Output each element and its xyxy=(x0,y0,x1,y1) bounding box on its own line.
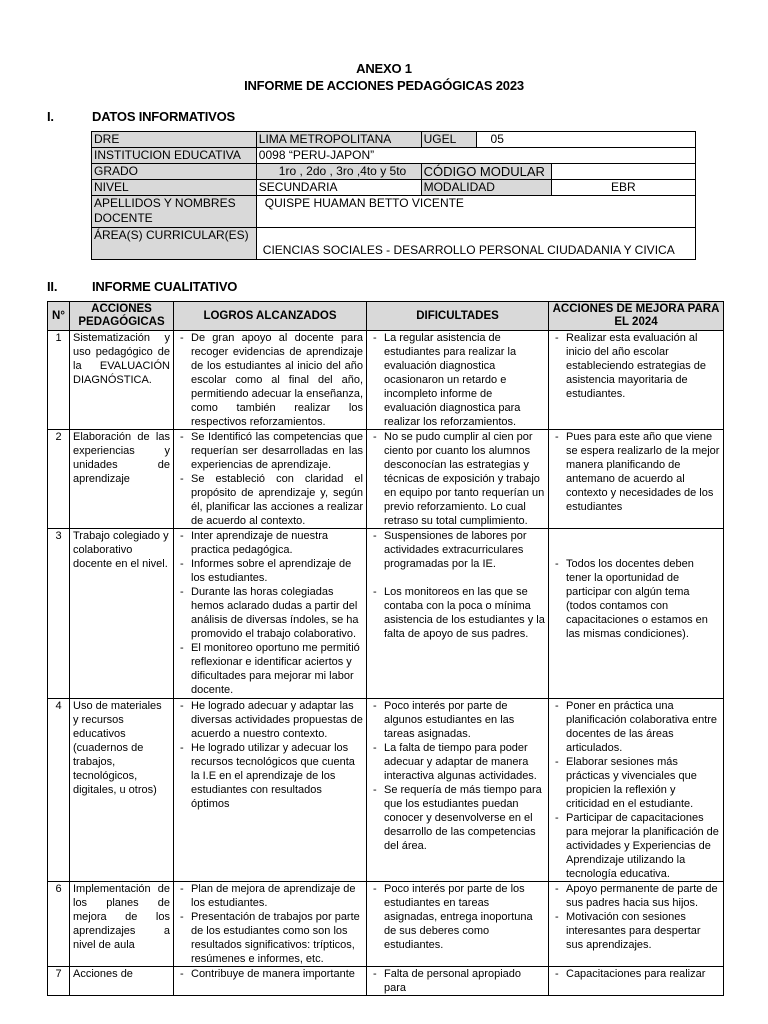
grado-value xyxy=(256,164,421,180)
header-logros: LOGROS ALCANZADOS xyxy=(174,302,367,331)
logros-list xyxy=(177,430,363,528)
dificultades-list xyxy=(370,529,545,641)
logros-cell xyxy=(174,699,367,882)
table-row xyxy=(48,967,724,996)
header-acciones: ACCIONES PEDAGÓGICAS xyxy=(70,302,174,331)
ie-value: 0098 “PERU-JAPON” xyxy=(256,148,695,164)
modalidad-cell xyxy=(421,180,695,196)
ugel-value-text: 05 xyxy=(490,132,504,146)
dificultades-cell xyxy=(367,529,549,699)
mejora-cell xyxy=(549,699,724,882)
list-item: - Poco interés por parte de algunos estudiantes en las tareas asignadas. xyxy=(370,699,545,741)
dre-label: DRE xyxy=(92,132,257,148)
logros-list xyxy=(177,699,363,811)
nivel-label: NIVEL xyxy=(92,180,257,196)
mejora-list xyxy=(552,557,720,641)
docente-value: QUISPE HUAMAN BETTO VICENTE xyxy=(256,196,695,228)
table-row xyxy=(48,882,724,967)
table-row xyxy=(48,430,724,529)
header-mejora: ACCIONES DE MEJORA PARA EL 2024 xyxy=(549,302,724,331)
list-item: - Presentación de trabajos por parte de los estudiantes como son los resultados significativos: trípticos, resúmenes e informes, etc. xyxy=(177,910,363,966)
list-item: - Participar de capacitaciones para mejorar la planificación de actividades y Experiencias de Aprendizaje utilizando la tecnología educativa. xyxy=(552,811,720,881)
dificultades-cell xyxy=(367,331,549,430)
report-title: INFORME DE ACCIONES PEDAGÓGICAS 2023 xyxy=(244,78,524,93)
ugel-label: UGEL xyxy=(421,132,476,148)
dificultades-list xyxy=(370,331,545,429)
dificultades-list xyxy=(370,967,545,995)
list-item: - He logrado utilizar y adecuar los recursos tecnológicos que cuenta la I.E en el aprendizaje de los estudiantes con resultados óptimos xyxy=(177,741,363,811)
row-number: 1 xyxy=(48,331,70,430)
list-item: - La falta de tiempo para poder adecuar y adaptar de manera interactiva algunas actividades. xyxy=(370,741,545,783)
dificultades-cell xyxy=(367,882,549,967)
logros-list xyxy=(177,331,363,429)
accion-pedagogica: Sistematización y uso pedagógico de la EVALUACIÓN DIAGNÓSTICA. xyxy=(70,331,174,430)
list-item: - No se pudo cumplir al cien por ciento por cuanto los alumnos desconocían las estrategias y técnicas de exposición y trabajo en equipo por tanto requerían un previo reforzamiento. Lo cual retraso su total cumplimiento. xyxy=(370,430,545,528)
datos-informativos-table xyxy=(91,131,696,260)
row-number: 4 xyxy=(48,699,70,882)
ugel-value xyxy=(476,132,695,148)
logros-cell xyxy=(174,430,367,529)
list-item: - Todos los docentes deben tener la oportunidad de participar con algún tema (todos contamos con capacitaciones o estamos en las mismas condiciones). xyxy=(552,557,720,641)
section-number: I. xyxy=(47,109,54,124)
mejora-list xyxy=(552,430,720,514)
accion-pedagogica: Uso de materiales y recursos educativos (cuadernos de trabajos, tecnológicos, digitales, u otros) xyxy=(70,699,174,882)
docente-label: APELLIDOS Y NOMBRES DOCENTE xyxy=(92,196,257,228)
section-title: DATOS INFORMATIVOS xyxy=(92,109,236,124)
codigo-cell xyxy=(421,164,695,180)
list-item: - Informes sobre el aprendizaje de los estudiantes. xyxy=(177,557,363,585)
list-item: - Pues para este año que viene se espera realizarlo de la mejor manera planificando de antemano de acuerdo al contexto y necesidades de los estudiantes xyxy=(552,430,720,514)
list-item: - Contribuye de manera importante xyxy=(177,967,363,981)
list-item: - Durante las horas colegiadas hemos aclarado dudas a partir del análisis de diversas índoles, se ha promovido el trabajo colaborativo. xyxy=(177,585,363,641)
anexo-title: ANEXO 1 xyxy=(356,61,412,76)
list-item: - Falta de personal apropiado para xyxy=(370,967,545,995)
list-item: - Los monitoreos en las que se contaba con la poca o mínima asistencia de los estudiantes y la falta de apoyo de sus padres. xyxy=(370,585,545,641)
section-number: II. xyxy=(47,279,58,294)
dificultades-list xyxy=(370,430,545,528)
table-row xyxy=(48,529,724,699)
logros-list xyxy=(177,529,363,697)
list-item: - Motivación con sesiones interesantes para despertar sus aprendizajes. xyxy=(552,910,720,952)
mejora-list xyxy=(552,882,720,952)
dificultades-cell xyxy=(367,699,549,882)
row-number: 7 xyxy=(48,967,70,996)
list-item: - Se estableció con claridad el propósito de aprendizaje y, según él, planificar las acciones a realizar de acuerdo al contexto. xyxy=(177,472,363,528)
mejora-cell xyxy=(549,967,724,996)
accion-pedagogica: Implementación de los planes de mejora de los aprendizajes a nivel de aula xyxy=(70,882,174,967)
header-numero: N° xyxy=(48,302,70,331)
nivel-value: SECUNDARIA xyxy=(256,180,421,196)
modalidad-label: MODALIDAD xyxy=(422,180,552,195)
table-header-row xyxy=(48,302,724,331)
logros-list xyxy=(177,967,363,981)
logros-cell xyxy=(174,967,367,996)
mejora-cell xyxy=(549,331,724,430)
list-item: - Poco interés por parte de los estudiantes en tareas asignadas, entrega inoportuna de sus deberes como estudiantes. xyxy=(370,882,545,952)
section-informe-cualitativo xyxy=(47,279,347,295)
table-row xyxy=(48,331,724,430)
list-item: - Plan de mejora de aprendizaje de los estudiantes. xyxy=(177,882,363,910)
table-row xyxy=(48,699,724,882)
area-label: ÁREA(S) CURRICULAR(ES) xyxy=(92,228,257,260)
list-item: - Inter aprendizaje de nuestra practica pedagógica. xyxy=(177,529,363,557)
header-dificultades: DIFICULTADES xyxy=(367,302,549,331)
grado-label: GRADO xyxy=(92,164,257,180)
modalidad-subtable xyxy=(422,180,695,195)
ie-label: INSTITUCION EDUCATIVA xyxy=(92,148,257,164)
list-item: - Se Identificó las competencias que requerían ser desarrolladas en las experiencias de aprendizaje. xyxy=(177,430,363,472)
logros-list xyxy=(177,882,363,966)
mejora-list xyxy=(552,331,720,401)
codigo-value xyxy=(551,164,695,179)
logros-cell xyxy=(174,529,367,699)
list-item: - Realizar esta evaluación al inicio del año escolar estableciendo estrategias de asistencia mayoritaria de estudiantes. xyxy=(552,331,720,401)
mejora-list xyxy=(552,699,720,881)
dre-value: LIMA METROPOLITANA xyxy=(256,132,421,148)
informe-cualitativo-table xyxy=(47,301,724,996)
mejora-cell xyxy=(549,430,724,529)
list-item: - He logrado adecuar y adaptar las diversas actividades propuestas de acuerdo a nuestro contexto. xyxy=(177,699,363,741)
codigo-label: CÓDIGO MODULAR xyxy=(422,164,552,179)
mejora-cell xyxy=(549,529,724,699)
accion-pedagogica: Acciones de xyxy=(70,967,174,996)
logros-cell xyxy=(174,882,367,967)
list-item: - De gran apoyo al docente para recoger evidencias de aprendizaje de los estudiantes al inicio del año escolar como al final del año, permitiendo adecuar la enseñanza, como también realizar los respectivos reforzamientos. xyxy=(177,331,363,429)
list-item: - Suspensiones de labores por actividades extracurriculares programadas por la IE. xyxy=(370,529,545,571)
dificultades-cell xyxy=(367,967,549,996)
section-title: INFORME CUALITATIVO xyxy=(92,279,238,294)
section-datos-informativos xyxy=(47,109,347,125)
modalidad-value: EBR xyxy=(610,180,636,194)
list-item: - La regular asistencia de estudiantes para realizar la evaluación diagnostica ocasionaron un retardo e incompleto informe de evaluación diagnostica para realizar los reforzamientos. xyxy=(370,331,545,429)
mejora-cell xyxy=(549,882,724,967)
mejora-list xyxy=(552,967,720,981)
row-number: 2 xyxy=(48,430,70,529)
logros-cell xyxy=(174,331,367,430)
list-item: - Se requería de más tiempo para que los estudiantes puedan conocer y desenvolverse en el desarrollo de las competencias del área. xyxy=(370,783,545,853)
list-item: - Elaborar sesiones más prácticas y vivenciales que propicien la reflexión y criticidad en el estudiante. xyxy=(552,755,720,811)
accion-pedagogica: Elaboración de las experiencias y unidades de aprendizaje xyxy=(70,430,174,529)
grado-value-text: 1ro , 2do , 3ro ,4to y 5to xyxy=(278,164,407,178)
codigo-subtable xyxy=(422,164,695,179)
list-item: - El monitoreo oportuno me permitió reflexionar e identificar aciertos y dificultades para mejorar mi labor docente. xyxy=(177,641,363,697)
accion-pedagogica: Trabajo colegiado y colaborativo docente en el nivel. xyxy=(70,529,174,699)
area-value: CIENCIAS SOCIALES - DESARROLLO PERSONAL CIUDADANIA Y CIVICA xyxy=(256,228,695,260)
list-item: - Apoyo permanente de parte de sus padres hacia sus hijos. xyxy=(552,882,720,910)
dificultades-list xyxy=(370,882,545,952)
list-item: - Capacitaciones para realizar xyxy=(552,967,720,981)
dificultades-cell xyxy=(367,430,549,529)
row-number: 6 xyxy=(48,882,70,967)
list-item: - Poner en práctica una planificación colaborativa entre docentes de las áreas articulados. xyxy=(552,699,720,755)
dificultades-list xyxy=(370,699,545,853)
row-number: 3 xyxy=(48,529,70,699)
